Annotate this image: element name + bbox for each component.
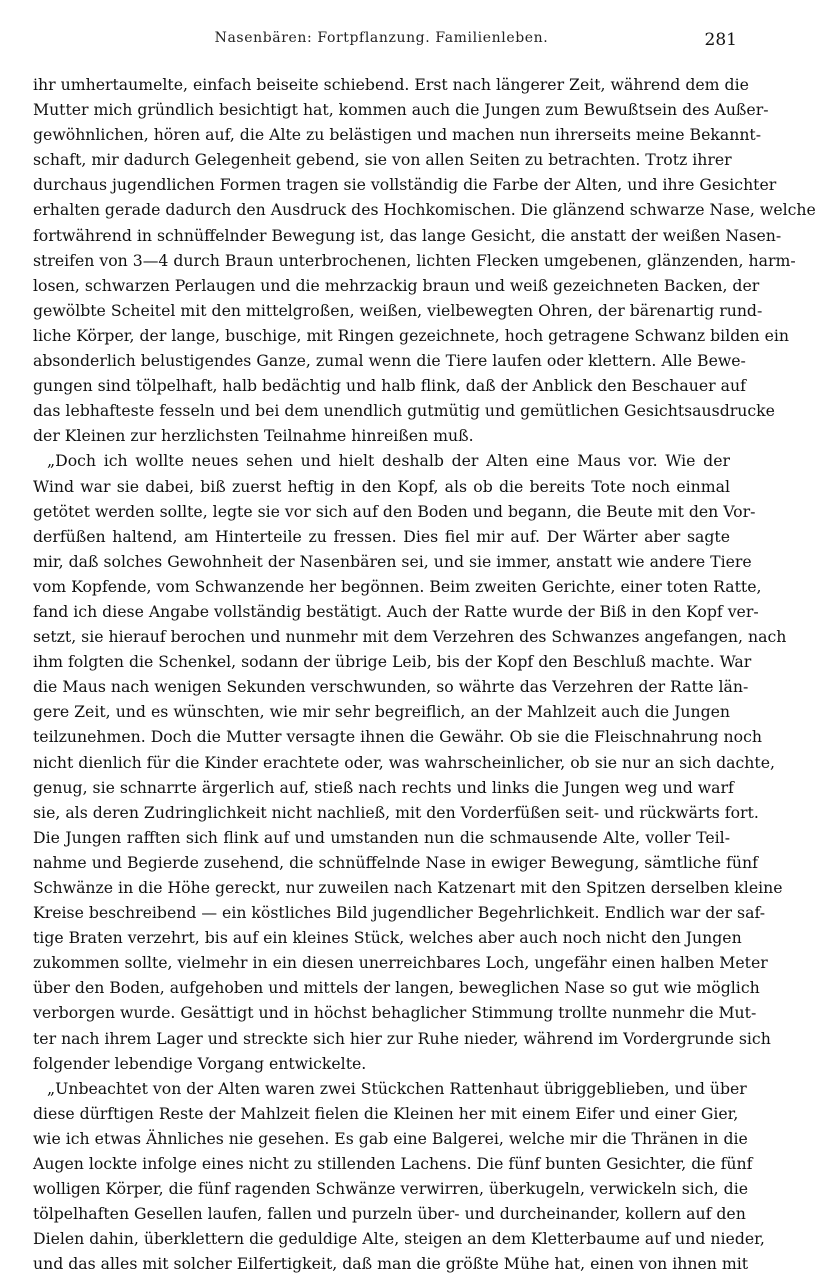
text-line: Schwänze in die Höhe gereckt, nur zuweilen nach Katzenart mit den Spitzen derselben kleine (33, 878, 783, 897)
paragraph (33, 448, 787, 1075)
text-line: fortwährend in schnüffelnder Bewegung ist, das lange Gesicht, die anstatt der weißen Nasen- (33, 225, 782, 245)
text-line: Kreise beschreibend — ein köstliches Bild jugendlicher Begehrlichkeit. Endlich war der saf- (33, 903, 765, 923)
text-line: durchaus jugendlichen Formen tragen sie vollständig die Farbe der Alten, und ihre Gesichter (33, 175, 777, 195)
running-title: Nasenbären: Fortpflanzung. Familienleben. (214, 30, 549, 46)
text-line: nahme und Begierde zusehend, die schnüffelnde Nase in ewiger Bewegung, sämtliche fünf (33, 852, 758, 872)
text-line: tölpelhaften Gesellen laufen, fallen und purzeln über- und durcheinander, kollern auf den (33, 1204, 746, 1224)
text-line: schaft, mir dadurch Gelegenheit gebend, sie von allen Seiten zu betrachten. Trotz ihrer (33, 150, 732, 170)
text-line: tige Braten verzehrt, bis auf ein kleines Stück, welches aber auch noch nicht den Jungen (33, 928, 742, 948)
text-line: liche Körper, der lange, buschige, mit Ringen gezeichnete, hoch getragene Schwanz bilden ein (33, 325, 790, 345)
text-line: erhalten gerade dadurch den Ausdruck des Hochkomischen. Die glänzend schwarze Nase, welche (33, 200, 816, 220)
text-line: genug, sie schnarrte ärgerlich auf, stieß nach rechts und links die Jungen weg und warf (33, 777, 734, 797)
text-line: verborgen wurde. Gesättigt und in höchst behaglicher Stimmung trollte nunmehr die Mut- (33, 1003, 757, 1023)
text-line: über den Boden, aufgehoben und mittels der langen, beweglichen Nase so gut wie möglich (33, 978, 760, 998)
text-line: losen, schwarzen Perlaugen und die mehrzackig braun und weiß gezeichneten Backen, der (33, 275, 760, 295)
text-line: fand ich diese Angabe vollständig bestätigt. Auch der Ratte wurde der Biß in den Kopf ver- (33, 601, 759, 621)
paragraph (33, 1076, 765, 1277)
text-line: Augen lockte infolge eines nicht zu stillenden Lachens. Die fünf bunten Gesichter, die fünf (33, 1154, 753, 1174)
text-line: zukommen sollte, vielmehr in ein diesen unerreichbares Loch, ungefähr einen halben Meter (33, 953, 768, 973)
text-line: wie ich etwas Ähnliches nie gesehen. Es gab eine Balgerei, welche mir die Thränen in die (33, 1128, 748, 1148)
text-line: getötet werden sollte, legte sie vor sich auf den Boden und begann, die Beute mit den Vor- (33, 501, 756, 521)
text-line: Die Jungen rafften sich flink auf und umstanden nun die schmausende Alte, voller Teil- (33, 827, 730, 847)
text-line: sie, als deren Zudringlichkeit nicht nachließ, mit den Vorderfüßen seit- und rückwärts fort. (33, 802, 759, 822)
text-line: ihr umhertaumelte, einfach beiseite schiebend. Erst nach längerer Zeit, während dem die (33, 75, 749, 94)
text-line: gewöhnlichen, hören auf, die Alte zu belästigen und machen nun ihrerseits meine Bekannt- (33, 125, 762, 145)
text-line: der Kleinen zur herzlichsten Teilnahme hinreißen muß. (33, 426, 474, 446)
text-line: Mutter mich gründlich besichtigt hat, kommen auch die Jungen zum Bewußtsein des Außer- (33, 100, 769, 120)
page-number: 281 (704, 30, 737, 50)
text-line: setzt, sie hierauf berochen und nunmehr mit dem Verzehren des Schwanzes angefangen, nach (33, 627, 787, 647)
text-line: gere Zeit, und es wünschten, wie mir sehr begreiflich, an der Mahlzeit auch die Jungen (33, 702, 730, 722)
text-line: wolligen Körper, die fünf ragenden Schwänze verwirren, überkugeln, verwickeln sich, die (33, 1179, 748, 1199)
text-line: nicht dienlich für die Kinder erachtete oder, was wahrscheinlicher, ob sie nur an sich dachte, (33, 752, 775, 772)
text-line: Dielen dahin, überklettern die geduldige Alte, steigen an dem Kletterbaume auf und nieder, (33, 1229, 765, 1249)
text-line: teilzunehmen. Doch die Mutter versagte ihnen die Gewähr. Ob sie die Fleischnahrung noch (33, 727, 762, 747)
body-text (33, 72, 816, 1277)
text-line: und das alles mit solcher Eilfertigkeit, daß man die größte Mühe hat, einen von ihnen mit (33, 1254, 749, 1274)
text-line: gungen sind tölpelhaft, halb bedächtig und halb flink, daß der Anblick den Beschauer auf (33, 376, 746, 396)
text-line: mir, daß solches Gewohnheit der Nasenbären sei, und sie immer, anstatt wie andere Tiere (33, 551, 752, 571)
running-head (0, 30, 763, 54)
text-line: das lebhafteste fesseln und bei dem unendlich gutmütig und gemütlichen Gesichtsausdrucke (33, 401, 775, 421)
text-line: „Unbeachtet von der Alten waren zwei Stückchen Rattenhaut übriggeblieben, und über (47, 1078, 747, 1098)
text-line: folgender lebendige Vorgang entwickelte. (33, 1053, 367, 1073)
text-line: die Maus nach wenigen Sekunden verschwunden, so währte das Verzehren der Ratte län- (33, 677, 749, 697)
text-line: Wind war sie dabei, biß zuerst heftig in den Kopf, als ob die bereits Tote noch einmal (33, 476, 730, 496)
text-line: „Doch ich wollte neues sehen und hielt deshalb der Alten eine Maus vor. Wie der (47, 451, 730, 471)
text-line: ter nach ihrem Lager und streckte sich hier zur Ruhe nieder, während im Vordergrunde sich (33, 1028, 771, 1048)
text-line: diese dürftigen Reste der Mahlzeit fielen die Kleinen her mit einem Eifer und einer Gier, (33, 1103, 739, 1123)
text-line: gewölbte Scheitel mit den mittelgroßen, weißen, vielbewegten Ohren, der bärenartig rund- (33, 300, 763, 320)
text-line: vom Kopfende, vom Schwanzende her begönnen. Beim zweiten Gerichte, einer toten Ratte, (33, 576, 762, 596)
text-line: streifen von 3—4 durch Braun unterbrochenen, lichten Flecken umgebenen, glänzenden, harm- (33, 250, 796, 270)
text-line: ihm folgten die Schenkel, sodann der übrige Leib, bis der Kopf den Beschluß machte. War (33, 652, 752, 672)
text-line: derfüßen haltend, am Hinterteile zu fressen. Dies fiel mir auf. Der Wärter aber sagte (33, 526, 730, 546)
text-line: absonderlich belustigendes Ganze, zumal wenn die Tiere laufen oder klettern. Alle Bewe- (33, 351, 746, 371)
paragraph (33, 72, 816, 448)
